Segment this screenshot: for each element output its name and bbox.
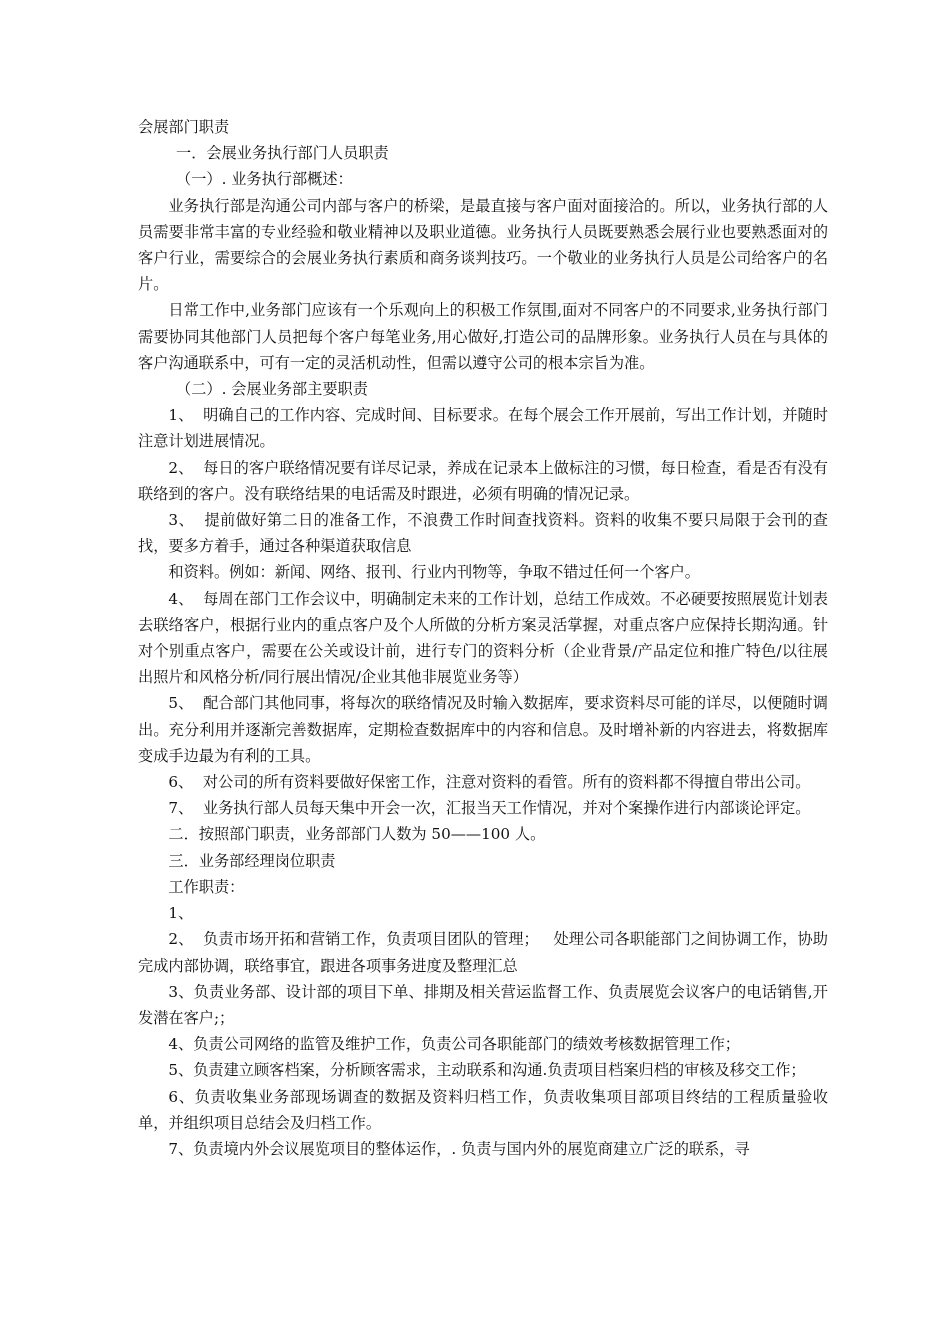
duty-item-3: 3、 提前做好第二日的准备工作，不浪费工作时间查找资料。资料的收集不要只局限于会刊的查找，要多方着手，通过各种渠道获取信息 (138, 511, 828, 556)
manager-duty-4: 4、负责公司网络的监管及维护工作，负责公司各职能部门的绩效考核数据管理工作； (168, 1035, 740, 1054)
duty-item-7: 7、 业务执行部人员每天集中开会一次，汇报当天工作情况，并对个案操作进行内部谈论评定。 (168, 799, 811, 818)
manager-duty-7: 7、负责境内外会议展览项目的整体运作，. 负责与国内外的展览商建立广泛的联系，寻 (168, 1139, 750, 1158)
duty-item-6: 6、 对公司的所有资料要做好保密工作，注意对资料的看管。所有的资料都不得擅自带出公司。 (168, 773, 811, 792)
manager-duty-5: 5、负责建立顾客档案，分析顾客需求，主动联系和沟通.负责项目档案归档的审核及移交工作； (168, 1061, 806, 1080)
document-page (138, 114, 828, 1162)
manager-duty-2: 2、 负责市场开拓和营销工作，负责项目团队的管理； 处理公司各职能部门之间协调工作，协助完成内部协调，联络事宜，跟进各项事务进度及整理汇总 (138, 930, 828, 975)
daily-work-paragraph: 日常工作中,业务部门应该有一个乐观向上的积极工作氛围,面对不同客户的不同要求,业务执行部门需要协同其他部门人员把每个客户每笔业务,用心做好,打造公司的品牌形象。业务执行人员在与具体的客户沟通联系中，可有一定的灵活机动性，但需以遵守公司的根本宗旨为准。 (138, 301, 828, 372)
section-3-heading: 三．业务部经理岗位职责 (168, 851, 336, 870)
subsection-2-heading: （二）. 会展业务部主要职责 (176, 380, 368, 399)
work-duties-label: 工作职责： (168, 877, 245, 896)
manager-duty-1: 1、 (168, 904, 194, 923)
overview-paragraph: 业务执行部是沟通公司内部与客户的桥梁，是最直接与客户面对面接洽的。所以，业务执行部的人员需要非常丰富的专业经验和敬业精神以及职业道德。业务执行人员既要熟悉会展行业也要熟悉面对的客户行业，需要综合的会展业务执行素质和商务谈判技巧。一个敬业的业务执行人员是公司给客户的名片。 (138, 196, 828, 294)
section-2-line: 二．按照部门职责，业务部部门人数为 50——100 人。 (168, 825, 546, 844)
duty-item-5: 5、 配合部门其他同事，将每次的联络情况及时输入数据库，要求资料尽可能的详尽，以便随时调出。充分利用并逐渐完善数据库，定期检查数据库中的内容和信息。及时增补新的内容进去，将数据库变成手边最为有利的工具。 (138, 694, 828, 765)
manager-duty-3: 3、负责业务部、设计部的项目下单、排期及相关营运监督工作、负责展览会议客户的电话销售,开发潜在客户;； (138, 982, 828, 1027)
manager-duty-6: 6、负责收集业务部现场调查的数据及资料归档工作，负责收集项目部项目终结的工程质量验收单，并组织项目总结会及归档工作。 (138, 1087, 828, 1132)
duty-item-1: 1、 明确自己的工作内容、完成时间、目标要求。在每个展会工作开展前，写出工作计划，并随时注意计划进展情况。 (138, 406, 828, 451)
section-1-heading: 一．会展业务执行部门人员职责 (176, 144, 389, 163)
duty-item-4: 4、 每周在部门工作会议中，明确制定未来的工作计划，总结工作成效。不必硬要按照展览计划表去联络客户，根据行业内的重点客户及个人所做的分析方案灵活掌握，对重点客户应保持长期沟通。针对个别重点客户，需要在公关或设计前，进行专门的资料分析（企业背景/产品定位和推广特色/以往展出照片和风格分析/同行展出情况/企业其他非展览业务等） (138, 589, 828, 687)
document-title: 会展部门职责 (138, 118, 230, 136)
subsection-1-heading: （一）. 业务执行部概述： (176, 170, 353, 189)
duty-item-2: 2、 每日的客户联络情况要有详尽记录，养成在记录本上做标注的习惯，每日检查，看是否有没有联络到的客户。没有联络结果的电话需及时跟进，必须有明确的情况记录。 (138, 458, 828, 503)
duty-item-3-continued: 和资料。例如：新闻、网络、报刊、行业内刊物等，争取不错过任何一个客户。 (168, 563, 700, 582)
